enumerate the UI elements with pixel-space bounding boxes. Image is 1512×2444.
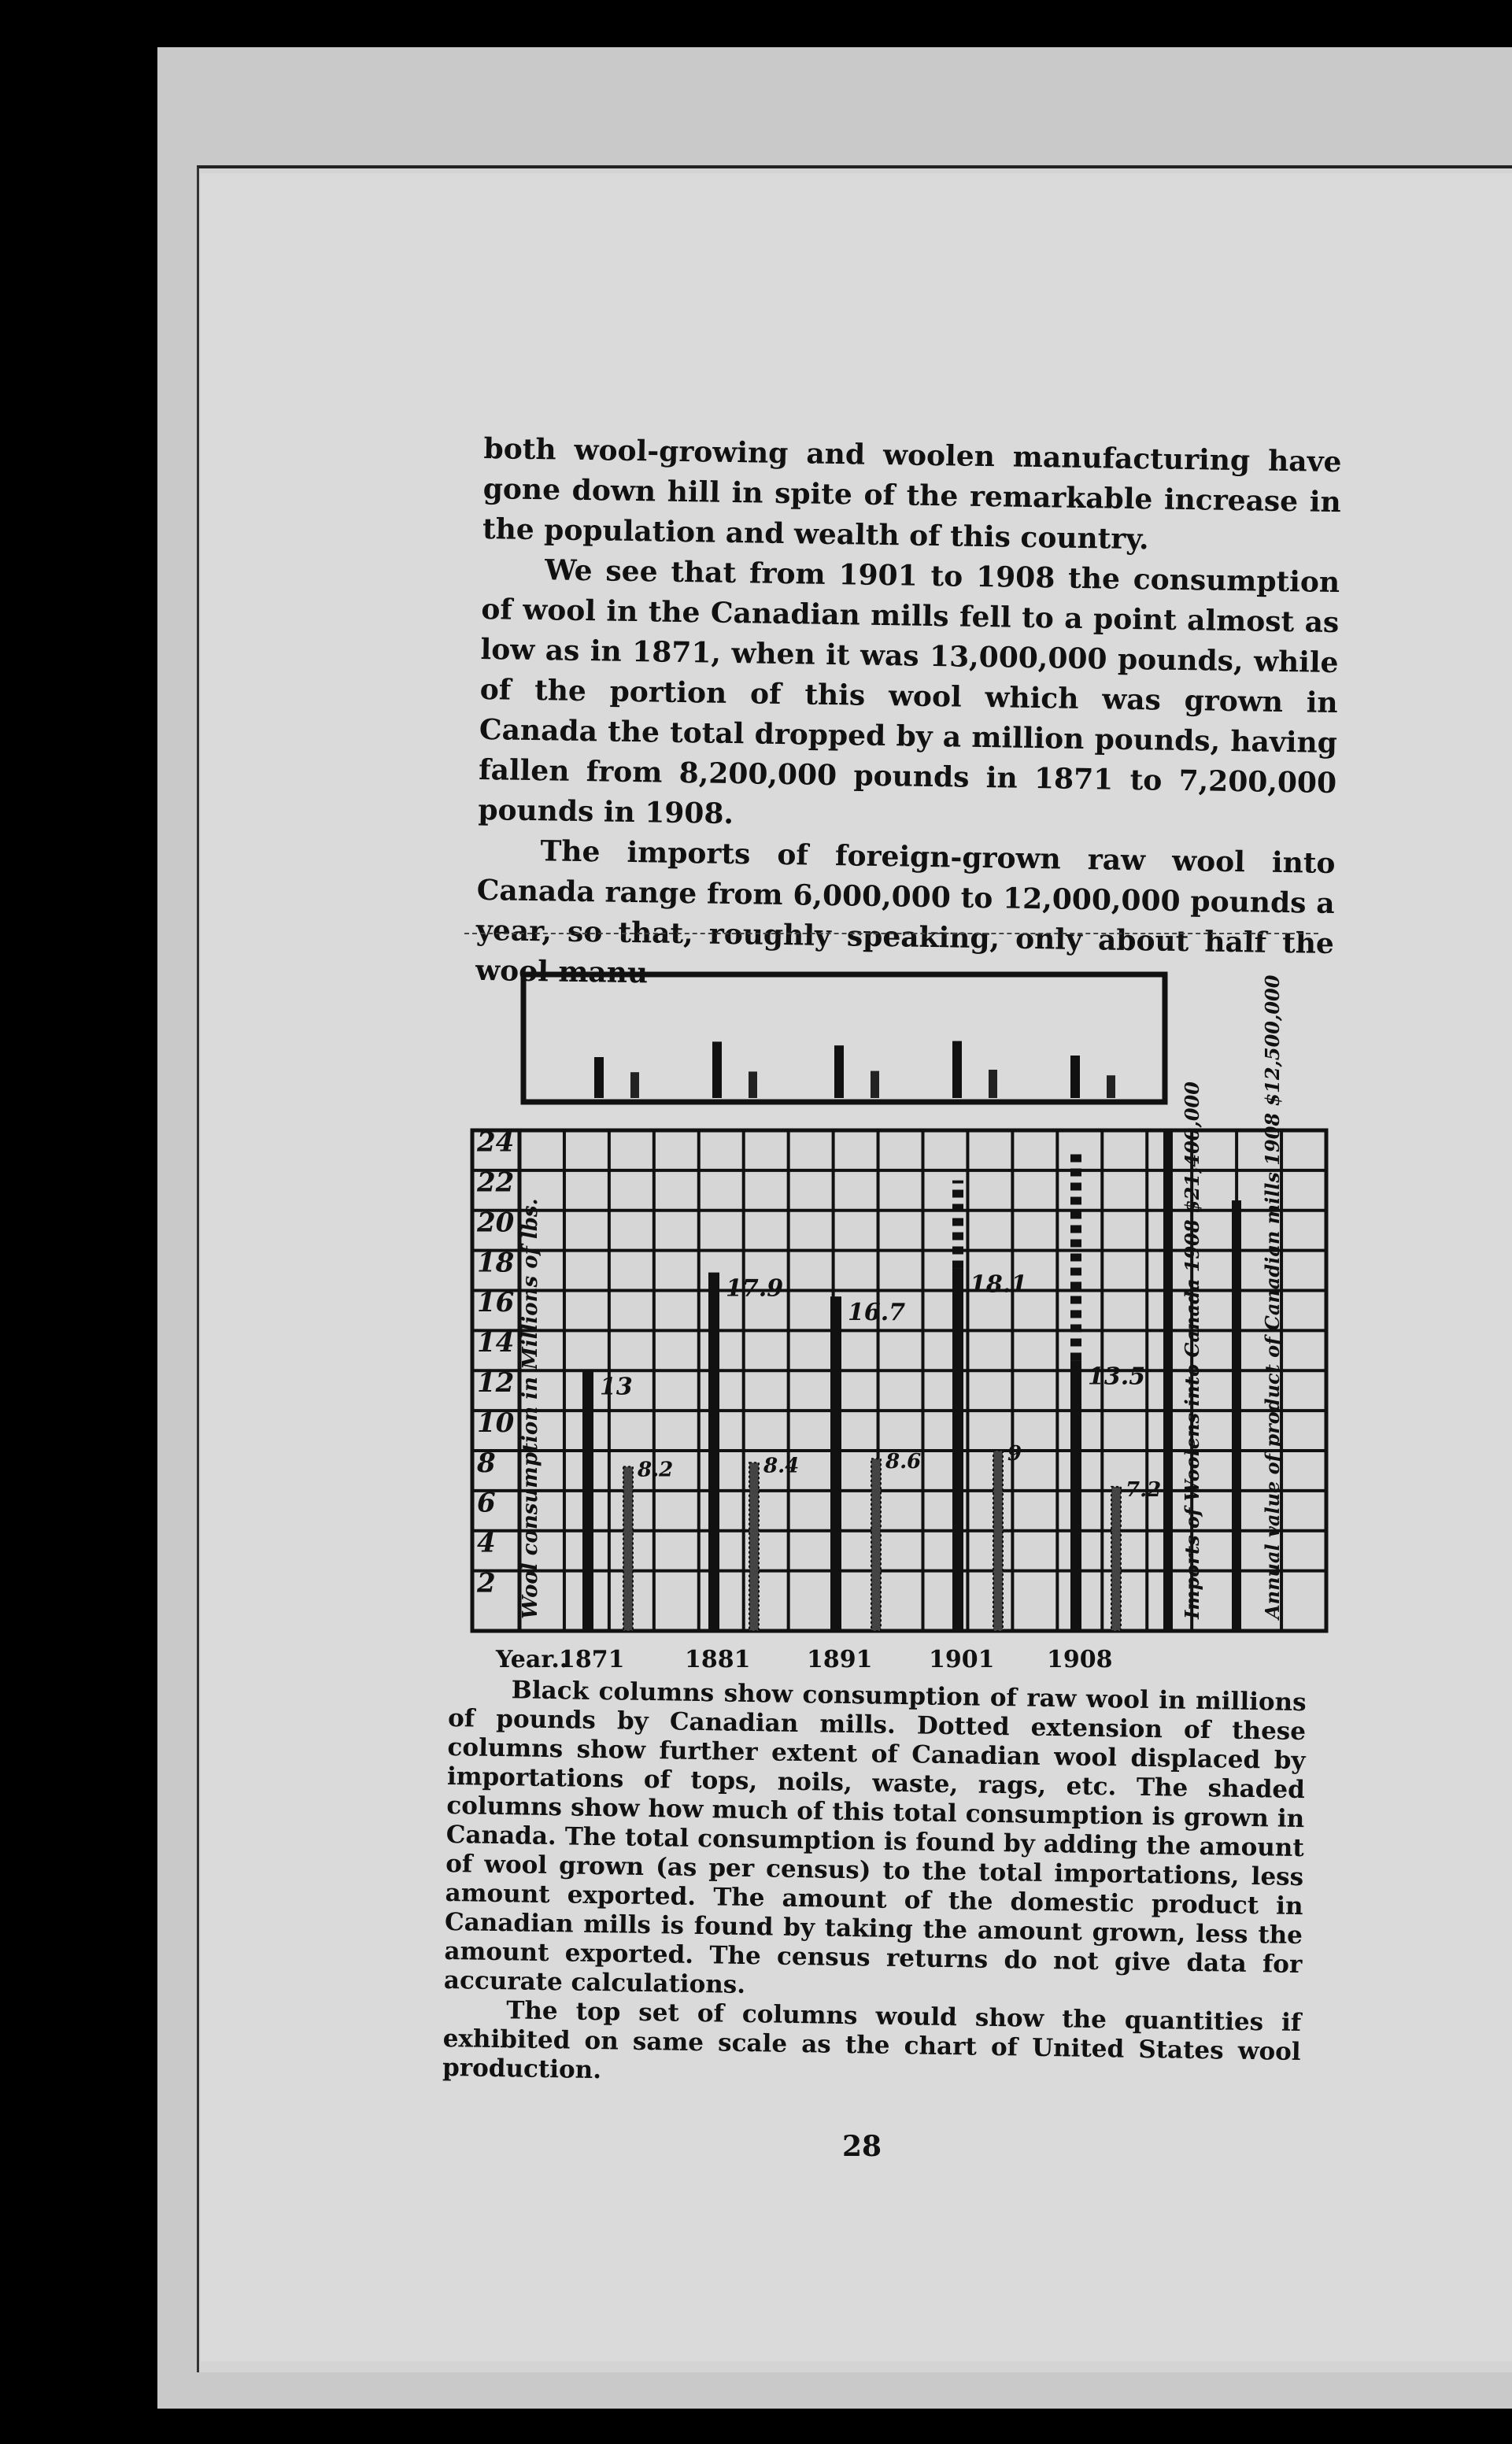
data-label: 17.9 (726, 1274, 784, 1303)
y-tick-label: 2 (477, 1567, 496, 1599)
y-tick-label: 8 (477, 1447, 496, 1479)
side-bar-label: Annual value of product of Canadian mills 1908 $12,500,000 (1261, 974, 1284, 1619)
top-consumption-bar (1070, 1056, 1080, 1098)
top-consumption-bar (952, 1041, 962, 1098)
data-label: 13.5 (1088, 1363, 1146, 1391)
data-label: 7.2 (1126, 1477, 1162, 1502)
y-tick-label: 4 (477, 1527, 496, 1559)
consumption-bar (952, 1269, 963, 1631)
data-label: 8.2 (638, 1458, 674, 1482)
top-consumption-bar (834, 1045, 844, 1098)
x-tick-label: 1908 (1047, 1646, 1113, 1673)
data-label: 13 (600, 1373, 633, 1401)
paragraph: both wool-growing and woolen manufacturing have gone down hill in spite of the remarkable increase in the population and wealth of this country. (482, 431, 1342, 556)
top-domestic-bar (630, 1072, 639, 1098)
figure-caption (442, 1675, 1307, 2096)
top-domestic-bar (1107, 1075, 1115, 1098)
x-tick-label: 1871 (559, 1646, 625, 1673)
side-bar-label: Imports of Woolens into Canada 1908 $21,400,000 (1181, 1081, 1203, 1619)
y-tick-label: 12 (477, 1367, 515, 1399)
domestic-wool-bar (993, 1451, 1003, 1631)
consumption-bar (582, 1370, 593, 1631)
domestic-wool-bar (871, 1459, 881, 1631)
y-tick-label: 18 (477, 1247, 515, 1279)
y-tick-label: 14 (477, 1327, 515, 1359)
top-domestic-bar (871, 1071, 879, 1098)
side-bar (1232, 1200, 1241, 1631)
data-label: 18.1 (970, 1270, 1028, 1299)
y-tick-label: 10 (477, 1407, 515, 1439)
data-label: 9 (1007, 1442, 1022, 1466)
y-tick-label: 22 (477, 1167, 515, 1199)
caption-paragraph: The top set of columns would show the quantities if exhibited on same scale as the chart of United States wool production. (442, 1996, 1302, 2085)
side-bar (1163, 1130, 1173, 1631)
consumption-bar (1070, 1361, 1081, 1631)
paragraph: We see that from 1901 to 1908 the consumption of wool in the Canadian mills fell to a point almost as low as in 1871, when it was 13,000,000 pounds, while of the portion of this wool which was grown in Canada the total dropped by a million pounds, having fallen from 8,200,000 pounds in 1871 to 7,200,000 pounds in 1908. (478, 553, 1340, 831)
x-tick-label: 1881 (685, 1646, 751, 1673)
caption-paragraph: Black columns show consumption of raw wool in millions of pounds by Canadian mills. Dotted extension of these columns show further extent of Canadian wool displaced by importations of tops, noils, waste, rags, etc. The shaded columns show how much of this total consumption is grown in Canada. The total consumption is found by adding the amount of wool grown (as per census) to the total importations, less amount exported. The amount of the domestic product in Canadian mills is found by taking the amount grown, less the amount exported. The census returns do not give data for accurate calculations. (443, 1676, 1307, 1999)
consumption-bar (830, 1296, 841, 1631)
top-domestic-bar (749, 1071, 757, 1098)
x-axis-prefix: Year.. (496, 1646, 568, 1673)
top-domestic-bar (989, 1070, 997, 1098)
y-tick-label: 6 (477, 1487, 496, 1519)
paragraph: The imports of foreign-grown raw wool into Canada range from 6,000,000 to 12,000,000 pounds a year, so that, roughly speaking, only about half the wool manu- (475, 834, 1336, 990)
domestic-wool-bar (749, 1462, 759, 1631)
consumption-bar (708, 1273, 719, 1631)
top-consumption-bar (594, 1057, 604, 1098)
data-label: 16.7 (848, 1299, 906, 1327)
y-tick-label: 24 (477, 1126, 515, 1159)
top-chart-frame (523, 974, 1165, 1102)
domestic-wool-bar (1111, 1487, 1121, 1631)
page-number: 28 (842, 2130, 882, 2163)
x-tick-label: 1901 (929, 1646, 995, 1673)
y-tick-label: 20 (477, 1207, 515, 1239)
domestic-wool-bar (623, 1466, 633, 1631)
data-label: 8.6 (885, 1450, 922, 1474)
x-tick-label: 1891 (807, 1646, 873, 1673)
top-consumption-bar (712, 1041, 722, 1098)
y-axis-label: Wool consumption in Millions of lbs. (519, 1198, 542, 1619)
y-tick-label: 16 (477, 1287, 515, 1319)
top-small-chart (523, 974, 1165, 1102)
data-label: 8.4 (763, 1454, 800, 1478)
